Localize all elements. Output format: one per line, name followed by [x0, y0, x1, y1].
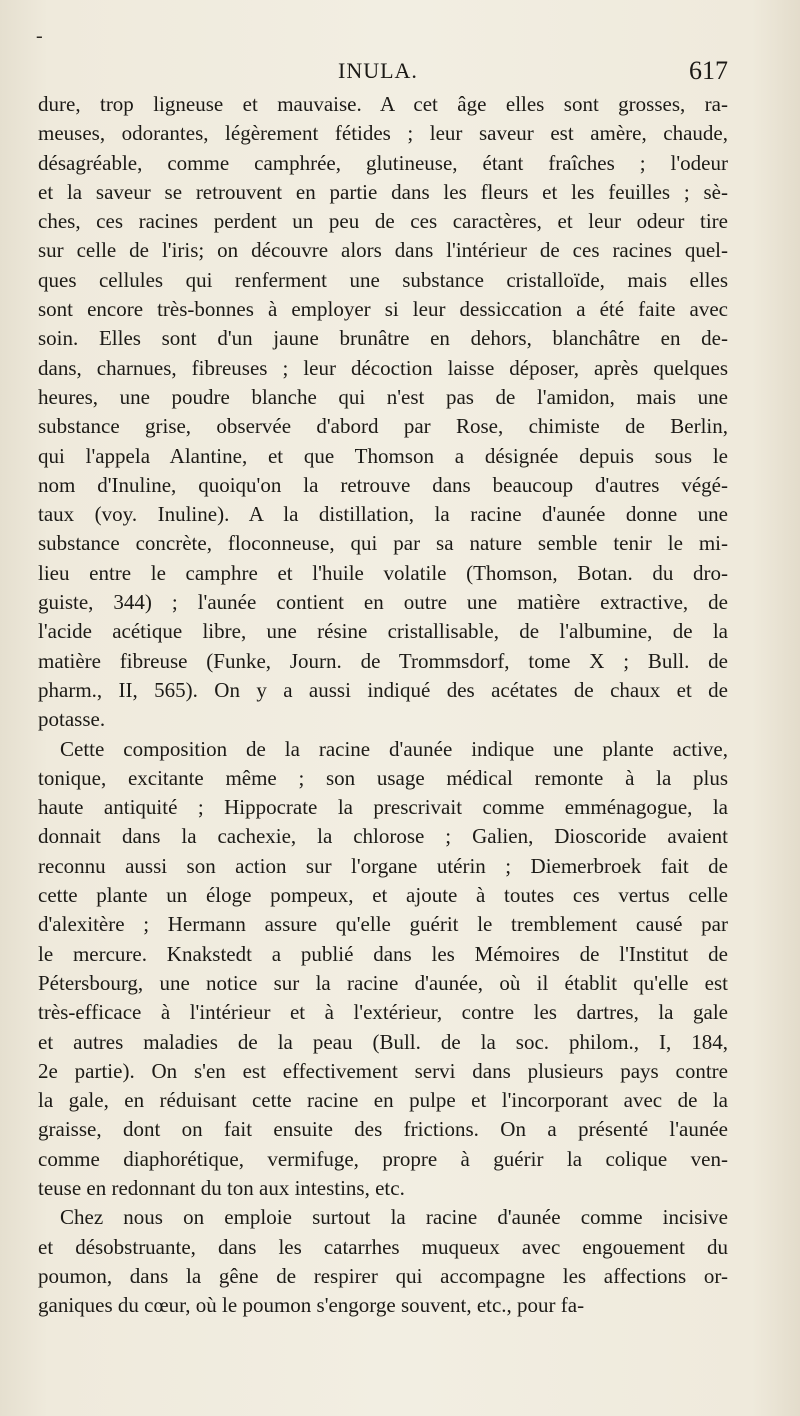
paragraph — [38, 1203, 728, 1320]
text-line: ches, ces racines perdent un peu de ces caractères, et leur odeur tire — [38, 209, 728, 234]
text-line: heures, une poudre blanche qui n'est pas de l'amidon, mais une — [38, 384, 728, 409]
paragraph — [38, 735, 728, 1204]
text-line: comme diaphorétique, vermifuge, propre à guérir la colique ven- — [38, 1146, 728, 1171]
text-line: Chez nous on emploie surtout la racine d'aunée comme incisive — [60, 1205, 728, 1230]
text-line: graisse, dont on fait ensuite des frictions. On a présenté l'aunée — [38, 1117, 728, 1142]
text-line: lieu entre le camphre et l'huile volatile (Thomson, Botan. du dro- — [38, 560, 728, 585]
text-line: nom d'Inuline, quoiqu'on la retrouve dans beaucoup d'autres végé- — [38, 472, 728, 497]
text-line: la gale, en réduisant cette racine en pulpe et l'incorporant avec de la — [38, 1088, 728, 1113]
text-line: pharm., II, 565). On y a aussi indiqué des acétates de chaux et de — [38, 677, 728, 702]
text-line: qui l'appela Alantine, et que Thomson a désignée depuis sous le — [38, 443, 728, 468]
text-line: sont encore très-bonnes à employer si leur dessiccation a été faite avec — [38, 297, 728, 322]
text-line: taux (voy. Inuline). A la distillation, la racine d'aunée donne une — [38, 502, 728, 527]
text-line: Cette composition de la racine d'aunée indique une plante active, — [60, 736, 728, 761]
text-line: donnait dans la cachexie, la chlorose ; Galien, Dioscoride avaient — [38, 824, 728, 849]
text-line: Pétersbourg, une notice sur la racine d'aunée, où il établit qu'elle est — [38, 970, 728, 995]
text-line: et désobstruante, dans les catarrhes muqueux avec engouement du — [38, 1234, 728, 1259]
text-line: matière fibreuse (Funke, Journ. de Trommsdorf, tome X ; Bull. de — [38, 648, 728, 673]
text-line: haute antiquité ; Hippocrate la prescrivait comme emménagogue, la — [38, 795, 728, 820]
text-line: tonique, excitante même ; son usage médical remonte à la plus — [38, 765, 728, 790]
body-text — [38, 90, 728, 1320]
text-line: meuses, odorantes, légèrement fétides ; leur saveur est amère, chaude, — [38, 121, 728, 146]
text-line: et la saveur se retrouvent en partie dans les fleurs et les feuilles ; sè- — [38, 179, 728, 204]
text-line: cette plante un éloge pompeux, et ajoute à toutes ces vertus celle — [38, 883, 728, 908]
running-title: INULA. — [338, 58, 418, 83]
text-line: ques cellules qui renferment une substance cristalloïde, mais elles — [38, 267, 728, 292]
text-line: guiste, 344) ; l'aunée contient en outre une matière extractive, de — [38, 590, 728, 615]
text-line: et autres maladies de la peau (Bull. de la soc. philom., I, 184, — [38, 1029, 728, 1054]
text-line: teuse en redonnant du ton aux intestins, etc. — [38, 1175, 405, 1200]
text-line: poumon, dans la gêne de respirer qui accompagne les affections or- — [38, 1263, 728, 1288]
text-line: l'acide acétique libre, une résine cristallisable, de l'albumine, de la — [38, 619, 728, 644]
page-header — [38, 56, 728, 88]
corner-mark: - — [36, 25, 43, 47]
text-line: désagréable, comme camphrée, glutineuse, étant fraîches ; l'odeur — [38, 150, 728, 175]
text-line: ganiques du cœur, où le poumon s'engorge souvent, etc., pour fa- — [38, 1293, 585, 1318]
text-line: potasse. — [38, 707, 106, 732]
text-line: sur celle de l'iris; on découvre alors dans l'intérieur de ces racines quel- — [38, 238, 728, 263]
paragraph — [38, 90, 728, 735]
text-line: le mercure. Knakstedt a publié dans les Mémoires de l'Institut de — [38, 941, 728, 966]
text-line: substance grise, observée d'abord par Rose, chimiste de Berlin, — [38, 414, 728, 439]
page-number: 617 — [689, 56, 728, 85]
text-line: d'alexitère ; Hermann assure qu'elle guérit le tremblement causé par — [38, 912, 728, 937]
text-line: 2e partie). On s'en est effectivement servi dans plusieurs pays contre — [38, 1058, 728, 1083]
text-line: reconnu aussi son action sur l'organe utérin ; Diemerbroek fait de — [38, 853, 728, 878]
text-line: dure, trop ligneuse et mauvaise. A cet âge elles sont grosses, ra- — [38, 92, 728, 116]
text-line: très-efficace à l'intérieur et à l'extérieur, contre les dartres, la gale — [38, 1000, 728, 1025]
text-line: dans, charnues, fibreuses ; leur décoction laisse déposer, après quelques — [38, 355, 728, 380]
text-line: soin. Elles sont d'un jaune brunâtre en dehors, blanchâtre en de- — [38, 326, 728, 351]
text-line: substance concrète, floconneuse, qui par sa nature semble tenir le mi- — [38, 531, 728, 556]
